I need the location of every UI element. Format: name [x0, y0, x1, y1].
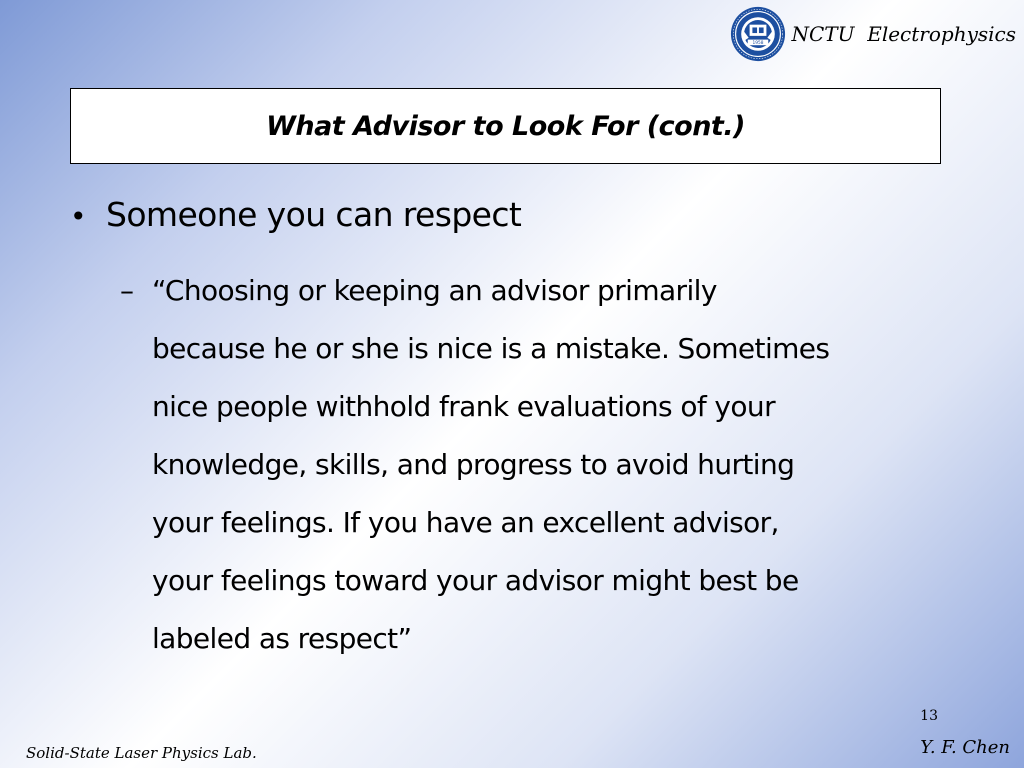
- quote-text: [152, 262, 829, 668]
- sub-bullet-marker: –: [120, 274, 134, 307]
- slide-title: What Advisor to Look For (cont.): [266, 110, 745, 142]
- quote-line: labeled as respect”: [152, 622, 412, 655]
- quote-line: because he or she is nice is a mistake. Sometimes: [152, 332, 830, 365]
- bullet-text: Someone you can respect: [106, 195, 522, 234]
- page-number: 13: [920, 708, 938, 724]
- quote-line: knowledge, skills, and progress to avoid hurting: [152, 448, 795, 481]
- quote-line: your feelings toward your advisor might best be: [152, 564, 799, 597]
- quote-line: your feelings. If you have an excellent advisor,: [152, 506, 779, 539]
- university-seal-icon: [730, 6, 786, 62]
- header-brand: [730, 4, 1017, 64]
- title-box: [70, 88, 941, 164]
- brand-text: NCTU Electrophysics: [791, 22, 1016, 46]
- sub-bullet-item: [120, 262, 980, 668]
- quote-line: nice people withhold frank evaluations of your: [152, 390, 775, 423]
- bullet-marker: •: [70, 200, 87, 233]
- footer-lab-name: Solid-State Laser Physics Lab.: [26, 744, 257, 762]
- quote-line: “Choosing or keeping an advisor primarily: [152, 274, 717, 307]
- logo-year: 1958: [752, 41, 763, 47]
- footer-author: Y. F. Chen: [920, 737, 1010, 758]
- bullet-item: [70, 195, 970, 234]
